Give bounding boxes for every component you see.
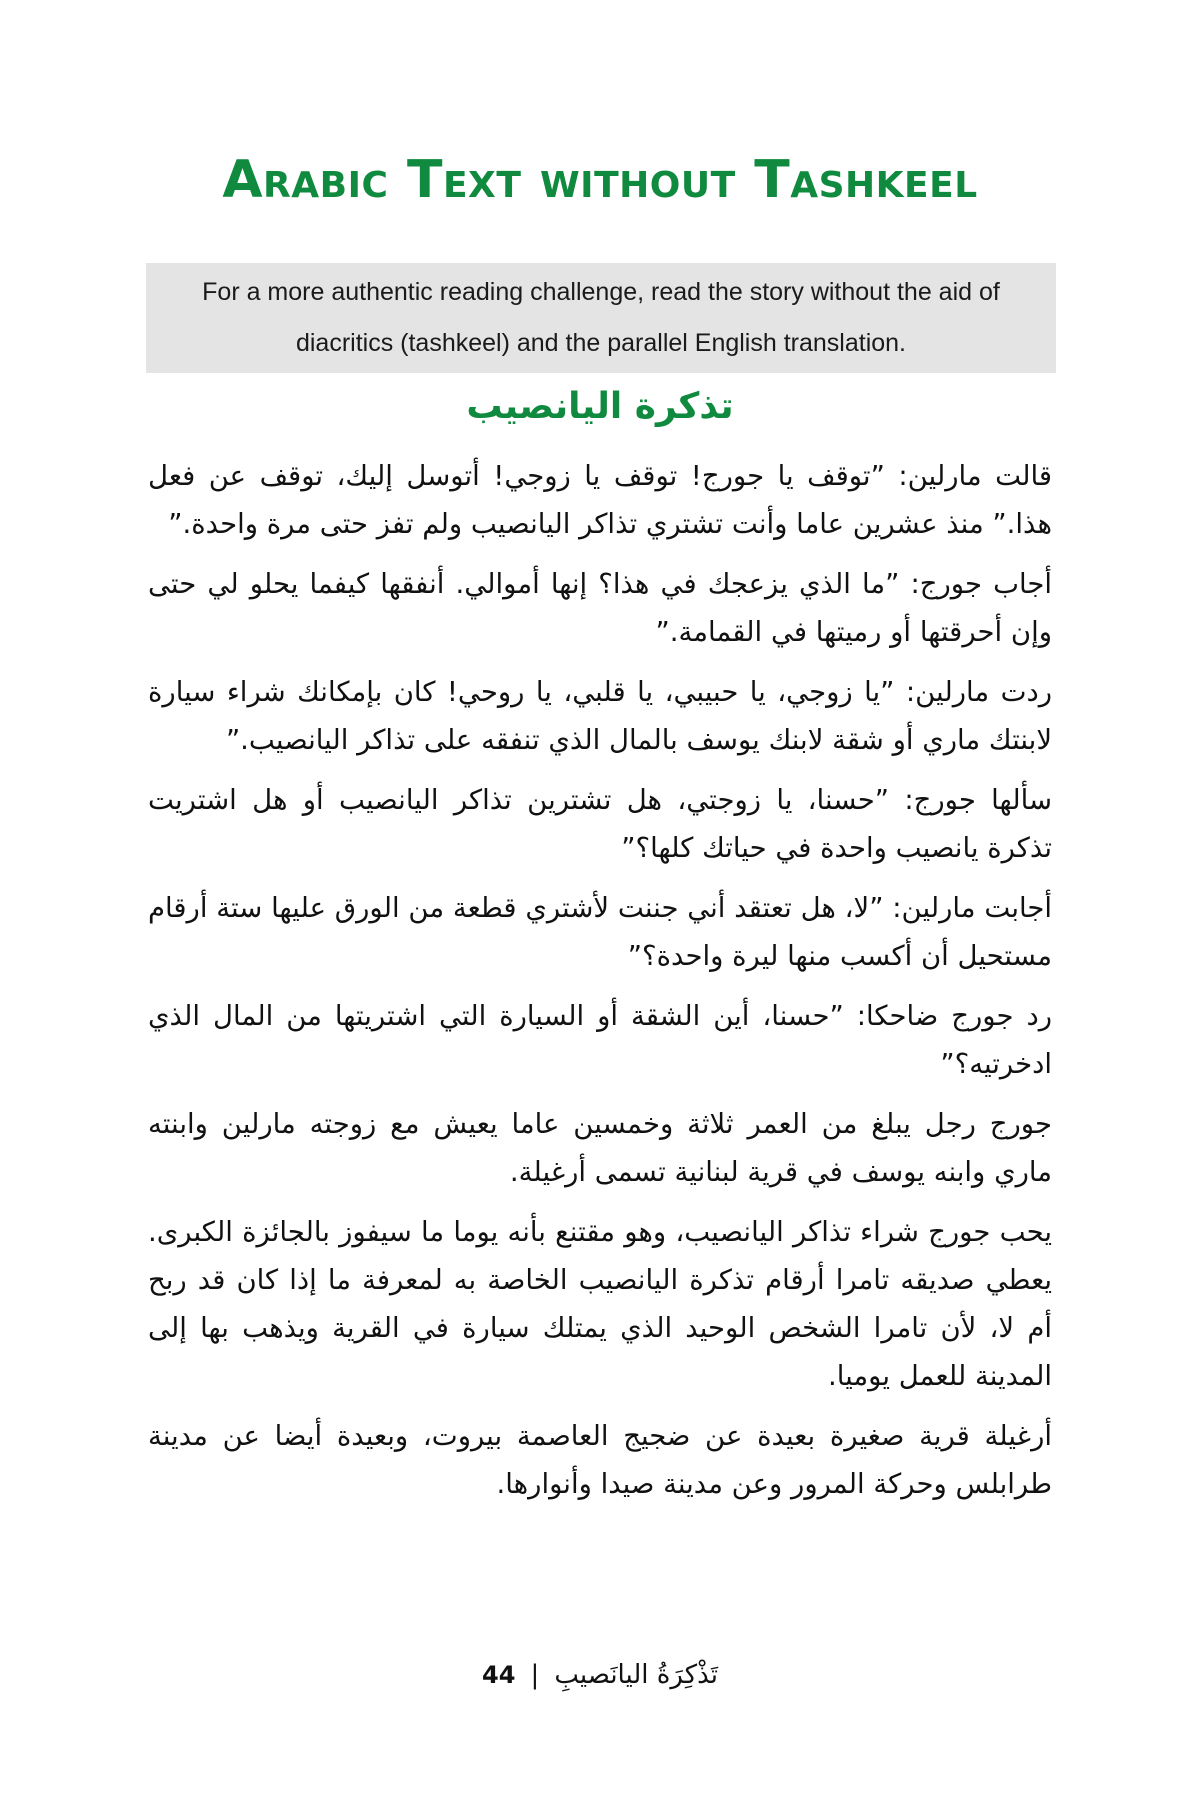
intro-note: For a more authentic reading challenge, read the story without the aid of diacritics (tashkeel) and the parallel English translation.	[146, 263, 1056, 373]
footer-separator: |	[530, 1660, 540, 1690]
page-footer	[0, 1660, 1200, 1690]
story-paragraph: رد جورج ضاحكا: ”حسنا، أين الشقة أو السيارة التي اشتريتها من المال الذي ادخرتيه؟”	[148, 1000, 1052, 1080]
footer-book-title: تَذْكِرَةُ اليانَصيبِ	[554, 1660, 718, 1690]
story-paragraph: أجاب جورج: ”ما الذي يزعجك في هذا؟ إنها أموالي. أنفقها كيفما يحلو لي حتى وإن أحرقتها أو رميتها في القمامة.”	[148, 568, 1052, 648]
story-paragraph: أجابت مارلين: ”لا، هل تعتقد أني جننت لأشتري قطعة من الورق عليها ستة أرقام مستحيل أن أكسب منها ليرة واحدة؟”	[148, 892, 1052, 972]
story-paragraph: أرغيلة قرية صغيرة بعيدة عن ضجيج العاصمة بيروت، وبعيدة أيضا عن مدينة طرابلس وحركة المرور وعن مدينة صيدا وأنوارها.	[148, 1420, 1052, 1500]
story-paragraph: قالت مارلين: ”توقف يا جورج! توقف يا زوجي! أتوسل إليك، توقف عن فعل هذا.” منذ عشرين عاما وأنت تشتري تذاكر اليانصيب ولم تفز حتى مرة واحدة.”	[148, 460, 1052, 540]
story-paragraph: سألها جورج: ”حسنا، يا زوجتي، هل تشترين تذاكر اليانصيب أو هل اشتريت تذكرة يانصيب واحدة في حياتك كلها؟”	[148, 784, 1052, 864]
story-paragraph: ردت مارلين: ”يا زوجي، يا حبيبي، يا قلبي، يا روحي! كان بإمكانك شراء سيارة لابنتك ماري أو شقة لابنك يوسف بالمال الذي تنفقه على تذاكر اليانصيب.”	[148, 676, 1052, 756]
story-paragraph: جورج رجل يبلغ من العمر ثلاثة وخمسين عاما يعيش مع زوجته مارلين وابنته ماري وابنه يوسف في قرية لبنانية تسمى أرغيلة.	[148, 1108, 1052, 1188]
page-title: Arabic Text without Tashkeel	[222, 150, 978, 210]
story-title: تذكرة اليانصيب	[466, 386, 734, 427]
story-paragraph: يحب جورج شراء تذاكر اليانصيب، وهو مقتنع بأنه يوما ما سيفوز بالجائزة الكبرى. يعطي صديقه تامرا أرقام تذكرة اليانصيب الخاصة به لمعرفة ما إذا كان قد ربح أم لا، لأن تامرا الشخص الوحيد الذي يمتلك سيارة في القرية ويذهب بها إلى المدينة للعمل يوميا.	[148, 1216, 1052, 1392]
story-body	[148, 452, 1052, 1520]
page-number: 44	[482, 1661, 516, 1689]
